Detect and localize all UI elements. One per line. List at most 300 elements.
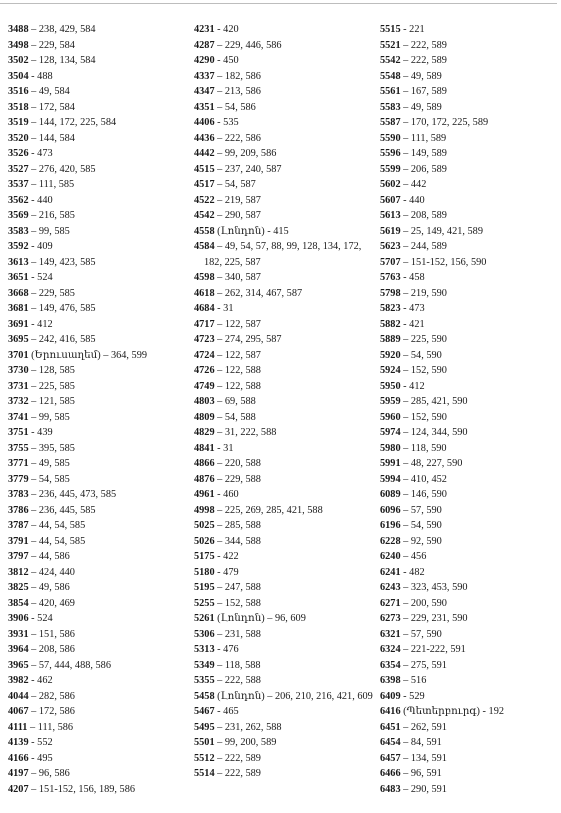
index-entry [8,487,190,503]
manuscript-number: 3791 [8,535,29,547]
manuscript-number: 4558 [194,225,215,237]
index-entry [8,286,190,302]
manuscript-number: 3965 [8,659,29,671]
page-references: – 99, 209, 586 [214,148,277,159]
index-entry [8,146,190,162]
page-references: - 412 [28,318,53,330]
index-entry [194,301,374,317]
manuscript-number: 4598 [194,272,215,283]
page-references: - 488 [28,70,53,82]
index-entry [8,456,190,472]
page-references: – 25, 149, 421, 589 [400,225,483,237]
manuscript-number: 3518 [8,101,29,113]
page-references: – 208, 589 [400,210,447,221]
page-references: – 225, 269, 285, 421, 588 [214,504,323,516]
page-references: – 96, 591 [400,768,442,779]
index-entry [194,379,374,395]
page-references: – 111, 589 [400,132,447,144]
index-entry [380,379,560,395]
manuscript-number: 4961 [194,489,215,500]
manuscript-number: 5950 [380,380,401,392]
index-entry [194,38,374,54]
page-references: – 118, 590 [400,442,447,454]
page-references: – 49, 589 [400,101,442,113]
index-entry [8,53,190,69]
index-entry [8,642,190,658]
manuscript-number: 4067 [8,706,29,717]
index-entry [380,472,560,488]
index-entry [8,735,190,751]
page-references: – 225, 585 [28,380,75,392]
index-entry [194,425,374,441]
index-entry [380,642,560,658]
page-references: – 456 [400,551,427,562]
page-references: - 535 [214,117,239,128]
page-references: – 54, 590 [400,520,442,531]
page-references: – 134, 591 [400,752,447,764]
index-entry [8,410,190,426]
page-references: – 420, 469 [28,597,75,609]
index-entry [194,224,374,240]
page-references: - 479 [214,566,239,578]
manuscript-number: 4724 [194,349,215,361]
index-entry [8,332,190,348]
manuscript-number: 3825 [8,582,29,593]
manuscript-number: 6321 [380,628,401,640]
index-entry [194,239,374,270]
index-entry [194,317,374,333]
index-entry [8,580,190,596]
manuscript-number: 3569 [8,210,29,221]
page-references: – 149, 476, 585 [28,303,96,314]
page-references: – 144, 584 [28,132,75,144]
manuscript-number: 3583 [8,225,29,237]
page-references: – 222, 589 [400,55,447,66]
page-references: - 482 [400,566,425,578]
index-entry [8,115,190,131]
page-references: - 450 [214,55,239,66]
index-entry [194,596,374,612]
index-entry [380,131,560,147]
index-entry [8,255,190,271]
page-references: – 274, 295, 587 [214,334,282,345]
index-entry [380,766,560,782]
page-references: – 84, 591 [400,737,442,748]
index-entry [380,503,560,519]
manuscript-number: 3613 [8,256,29,268]
page-references: - 473 [400,303,425,314]
page-references: – 222, 586 [214,132,261,144]
page-references: – 122, 587 [214,349,261,361]
manuscript-number: 3730 [8,365,29,376]
page-references: – 144, 172, 225, 584 [28,117,117,128]
page-references: – 49, 586 [28,582,70,593]
manuscript-number: 3731 [8,380,29,392]
page-references: – 111, 585 [28,179,75,190]
page-references: – 424, 440 [28,566,75,578]
index-entry [380,596,560,612]
manuscript-number: 6416 [380,706,401,717]
page-references: – 31, 222, 588 [214,427,277,438]
page-references: – 124, 344, 590 [400,427,468,438]
manuscript-number: 5607 [380,194,401,206]
page-references: – 48, 227, 590 [400,458,463,469]
page-references: - 440 [400,194,425,206]
manuscript-number: 6409 [380,690,401,702]
page-references: – 151-152, 156, 590 [400,256,487,268]
manuscript-number: 5619 [380,225,401,237]
manuscript-number: 6241 [380,566,401,578]
manuscript-number: 3755 [8,442,29,454]
page-references: – 206, 589 [400,163,447,175]
index-entry [8,782,190,798]
page-references: – 49, 585 [28,458,70,469]
page-references: – 151, 586 [28,628,75,640]
index-entry [8,596,190,612]
manuscript-number: 4618 [194,287,215,299]
index-entry [380,162,560,178]
index-entry [8,379,190,395]
page-references: – 118, 588 [214,659,261,671]
index-entry [194,549,374,565]
index-entry [194,658,374,674]
manuscript-number: 3527 [8,163,29,175]
page-references: – 149, 423, 585 [28,256,96,268]
index-entry [194,286,374,302]
page-references: – 167, 589 [400,86,447,97]
manuscript-number: 4841 [194,442,215,454]
page-references: – 172, 586 [28,706,75,717]
page-references: – 220, 588 [214,458,261,469]
index-entry [380,611,560,627]
manuscript-number: 5599 [380,163,401,175]
index-entry [194,611,374,627]
page-references: – 151-152, 156, 189, 586 [28,783,135,795]
page-references: – 222, 589 [214,768,261,779]
index-entry [380,100,560,116]
manuscript-number: 4197 [8,768,29,779]
index-entry [380,22,560,38]
index-entry [8,518,190,534]
index-entry [194,177,374,193]
page-references: - 458 [400,272,425,283]
index-entry [194,348,374,364]
manuscript-number: 3783 [8,489,29,500]
page-references: – 231, 262, 588 [214,721,282,733]
manuscript-number: 5994 [380,473,401,485]
index-entry [380,456,560,472]
index-entry [8,224,190,240]
manuscript-number: 5763 [380,272,401,283]
page-references: - 524 [28,272,53,283]
index-entry [8,720,190,736]
index-entry [194,363,374,379]
manuscript-number: 3498 [8,39,29,51]
index-entry [380,193,560,209]
manuscript-number: 3651 [8,272,29,283]
manuscript-number: 3771 [8,458,29,469]
manuscript-number: 3681 [8,303,29,314]
manuscript-number: 4723 [194,334,215,345]
index-column-3 [380,22,560,797]
page-references: – 54, 587 [214,179,256,190]
page-references: – 247, 588 [214,582,261,593]
manuscript-number: 5587 [380,117,401,128]
page-references: – 146, 590 [400,489,447,500]
manuscript-number: 5026 [194,535,215,547]
manuscript-number: 5175 [194,551,215,562]
index-entry [380,704,560,720]
page-references: - 462 [28,675,53,686]
page-references: – 122, 588 [214,365,261,376]
manuscript-number: 3488 [8,24,29,35]
index-entry [194,441,374,457]
manuscript-number: 6457 [380,752,401,764]
index-entry [380,534,560,550]
page-references: - 31 [214,303,234,314]
manuscript-number: 6398 [380,675,401,686]
index-entry [194,720,374,736]
index-entry [194,518,374,534]
index-entry [194,704,374,720]
manuscript-number: 4290 [194,55,215,66]
manuscript-number: 5025 [194,520,215,531]
page-references: (Պետերբուրգ) - 192 [400,706,504,717]
page-references: - 221 [400,24,425,35]
index-entry [8,658,190,674]
index-entry [194,53,374,69]
manuscript-number: 5548 [380,70,401,82]
page-references: – 285, 588 [214,520,261,531]
page-references: - 465 [214,706,239,717]
index-entry [380,286,560,302]
page-references: – 229, 588 [214,473,261,485]
index-entry [380,255,560,271]
index-entry [194,673,374,689]
manuscript-number: 6354 [380,659,401,671]
manuscript-number: 3668 [8,287,29,299]
index-entry [8,503,190,519]
page-references: – 276, 420, 585 [28,163,96,175]
manuscript-number: 3982 [8,675,29,686]
index-entry [380,549,560,565]
page-references: – 49, 589 [400,70,442,82]
manuscript-number: 4347 [194,86,215,97]
manuscript-number: 4044 [8,690,29,702]
page-references: – 122, 587 [214,318,261,330]
page-references: – 152, 588 [214,597,261,609]
index-entry [8,69,190,85]
index-entry [8,162,190,178]
page-references: – 170, 172, 225, 589 [400,117,489,128]
manuscript-number: 5583 [380,101,401,113]
index-entry [8,704,190,720]
page-references: – 395, 585 [28,442,75,454]
index-entry [194,100,374,116]
index-entry [380,518,560,534]
index-entry [8,84,190,100]
page-references: – 516 [400,675,427,686]
manuscript-number: 5261 [194,613,215,624]
index-entry [194,193,374,209]
manuscript-number: 5974 [380,427,401,438]
index-entry [194,84,374,100]
page-references: - 439 [28,427,53,438]
index-entry [194,208,374,224]
index-entry [380,53,560,69]
index-entry [380,720,560,736]
index-entry [380,115,560,131]
index-entry [380,658,560,674]
page-references: - 552 [28,737,53,748]
manuscript-number: 5613 [380,210,401,221]
index-entry [194,146,374,162]
index-entry [194,22,374,38]
index-entry [8,766,190,782]
page-references: – 200, 590 [400,597,447,609]
index-entry [380,410,560,426]
manuscript-number: 6466 [380,768,401,779]
index-entry [380,735,560,751]
manuscript-number: 5959 [380,396,401,407]
index-entry [380,565,560,581]
manuscript-number: 5255 [194,597,215,609]
page-references: – 57, 590 [400,504,442,516]
manuscript-number: 5521 [380,39,401,51]
manuscript-number: 4522 [194,194,215,206]
manuscript-number: 6243 [380,582,401,593]
page-references: – 222, 588 [214,675,261,686]
index-entry [380,332,560,348]
index-entry [194,394,374,410]
page-references: (Լոնդոն) - 415 [214,225,289,237]
index-entry [8,100,190,116]
manuscript-number: 5195 [194,582,215,593]
index-entry [380,441,560,457]
manuscript-number: 5180 [194,566,215,578]
index-entry [8,22,190,38]
manuscript-number: 3592 [8,241,29,252]
page-references: – 49, 54, 57, 88, 99, 128, 134, 172, 182, 225, 587 [204,241,362,268]
page-references: – 236, 445, 473, 585 [28,489,117,500]
index-entry [8,751,190,767]
manuscript-number: 3906 [8,613,29,624]
manuscript-number: 6096 [380,504,401,516]
manuscript-number: 4998 [194,504,215,516]
page-references: – 410, 452 [400,473,447,485]
manuscript-number: 4351 [194,101,215,113]
manuscript-number: 3691 [8,318,29,330]
manuscript-number: 5561 [380,86,401,97]
manuscript-number: 3732 [8,396,29,407]
index-entry [8,441,190,457]
manuscript-number: 5980 [380,442,401,454]
manuscript-number: 3797 [8,551,29,562]
manuscript-number: 6273 [380,613,401,624]
manuscript-number: 6089 [380,489,401,500]
page-references: – 290, 587 [214,210,261,221]
page-references: – 238, 429, 584 [28,24,96,35]
page-references: – 44, 54, 585 [28,535,86,547]
manuscript-number: 5512 [194,752,215,764]
index-entry [8,208,190,224]
page-references: - 529 [400,690,425,702]
page-references: – 99, 585 [28,225,70,237]
manuscript-number: 4517 [194,179,215,190]
page-references: – 54, 590 [400,349,442,361]
page-references: – 216, 585 [28,210,75,221]
index-entry [194,642,374,658]
manuscript-number: 4287 [194,39,215,51]
manuscript-number: 3695 [8,334,29,345]
page-references: – 172, 584 [28,101,75,113]
page-references: – 99, 585 [28,411,70,423]
page-references: – 236, 445, 585 [28,504,96,516]
index-column-1 [8,22,190,797]
page-references: – 49, 584 [28,86,70,97]
manuscript-number: 5458 [194,690,215,702]
page-references: – 275, 591 [400,659,447,671]
page-references: – 122, 588 [214,380,261,392]
manuscript-number: 3519 [8,117,29,128]
page-references: - 473 [28,148,53,159]
index-entry [194,270,374,286]
manuscript-number: 4803 [194,396,215,407]
page-references: – 219, 590 [400,287,447,299]
index-entry [194,456,374,472]
index-entry [380,627,560,643]
manuscript-number: 5514 [194,768,215,779]
index-entry [380,394,560,410]
index-entry [8,270,190,286]
manuscript-number: 5920 [380,349,401,361]
page-references: – 222, 589 [400,39,447,51]
page-references: – 96, 586 [28,768,70,779]
manuscript-number: 5596 [380,148,401,159]
index-entry [8,131,190,147]
manuscript-number: 3964 [8,644,29,655]
index-entry [8,363,190,379]
index-entry [194,534,374,550]
manuscript-number: 5355 [194,675,215,686]
manuscript-number: 3520 [8,132,29,144]
page-references: – 152, 590 [400,365,447,376]
manuscript-number: 3562 [8,194,29,206]
page-references: (Լոնդոն) – 96, 609 [214,613,306,624]
index-column-2 [194,22,374,782]
page-references: – 92, 590 [400,535,442,547]
page-references: – 442 [400,179,427,190]
manuscript-number: 5960 [380,411,401,423]
manuscript-number: 5501 [194,737,215,748]
manuscript-number: 4139 [8,737,29,748]
manuscript-number: 5349 [194,659,215,671]
manuscript-number: 5542 [380,55,401,66]
page-references: - 31 [214,442,234,454]
manuscript-number: 5313 [194,644,215,655]
index-entry [380,317,560,333]
manuscript-number: 3502 [8,55,29,66]
manuscript-number: 4337 [194,70,215,82]
page-references: – 290, 591 [400,783,447,795]
index-entry [380,146,560,162]
page-references: – 182, 586 [214,70,261,82]
manuscript-number: 5602 [380,179,401,190]
page-references: – 57, 590 [400,628,442,640]
index-entry [194,410,374,426]
index-entry [380,782,560,798]
index-entry [380,751,560,767]
